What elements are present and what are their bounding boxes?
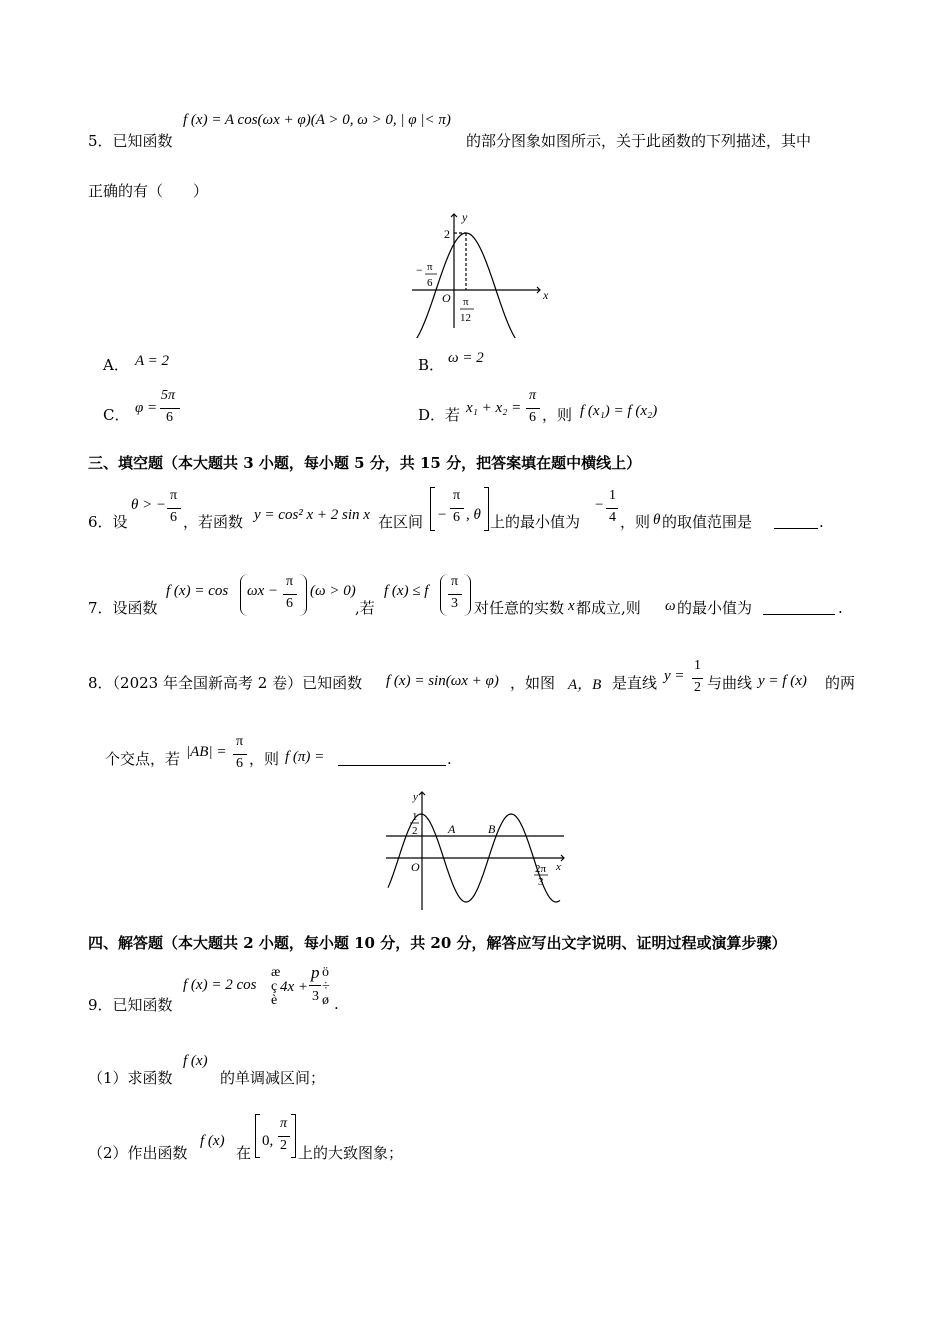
q8-curve-text: 与曲线 bbox=[707, 674, 753, 692]
q6-answer-blank[interactable] bbox=[774, 528, 818, 529]
q9-paren-glyph-top: æ bbox=[271, 965, 281, 980]
q8-graph bbox=[380, 788, 580, 918]
q7-ineq-right-paren bbox=[462, 574, 471, 616]
q8-text-line2: 个交点，若 bbox=[105, 750, 181, 768]
q5-option-d-den: 6 bbox=[529, 410, 536, 425]
q8-y-label: y bbox=[413, 791, 418, 803]
q5-option-b: ω = 2 bbox=[448, 350, 484, 366]
q9-function: f (x) = 2 cos bbox=[183, 977, 257, 993]
q9-part2-interval-start: 0, bbox=[262, 1133, 274, 1149]
q6-interval-theta: , θ bbox=[466, 507, 481, 523]
q5-left-num: π bbox=[427, 261, 433, 273]
q5-number: 5．已知函数 bbox=[88, 132, 173, 150]
q5-text: 的部分图象如图所示，关于此函数的下列描述，其中 bbox=[466, 132, 812, 150]
q5-option-d-mid: ，则 bbox=[542, 406, 573, 424]
q6-text: ，若函数 bbox=[183, 513, 244, 531]
q9-part2-fraction-bar bbox=[278, 1136, 290, 1137]
q7-condition: (ω > 0) bbox=[310, 583, 356, 599]
q9-right-glyph-top: ö bbox=[322, 965, 329, 980]
q8-abs-ab: |AB| = bbox=[186, 744, 227, 760]
q5-option-d-num: π bbox=[529, 388, 537, 403]
q9-part2-label: （2）作出函数 bbox=[88, 1144, 188, 1162]
q8-line: y = bbox=[664, 668, 685, 684]
q6-left-bracket bbox=[430, 487, 435, 531]
q8-function: f (x) = sin(ωx + φ) bbox=[386, 673, 499, 689]
q8-point-a: A bbox=[448, 822, 456, 836]
q6-min-num: 1 bbox=[609, 488, 616, 503]
section-3-title: 三、填空题（本大题共 3 小题，每小题 5 分，共 15 分，把答案填在题中横线上） bbox=[88, 454, 642, 472]
q6-interval-fraction-bar bbox=[450, 508, 464, 509]
q8-x-tick-den: 3 bbox=[538, 876, 544, 888]
q6-min-sign: − bbox=[595, 497, 604, 513]
q7-paren-den: 6 bbox=[286, 596, 293, 611]
q6-cond-fraction-bar bbox=[167, 508, 181, 509]
q8-x-label: x bbox=[556, 861, 561, 873]
q5-option-c-num: 5π bbox=[161, 388, 176, 403]
q6-min-text: 上的最小值为 bbox=[490, 513, 581, 531]
q5-x-label: x bbox=[543, 288, 549, 302]
q8-curve: y = f (x) bbox=[758, 673, 807, 689]
q8-dist-den: 6 bbox=[236, 756, 243, 771]
q9-fraction-bar bbox=[309, 985, 321, 986]
q7-function: f (x) = cos bbox=[166, 583, 229, 599]
q7-paren-num: π bbox=[286, 574, 294, 589]
q9-part2-text-end: 上的大致图象； bbox=[298, 1144, 404, 1162]
q5-graph bbox=[400, 208, 560, 338]
q9-part2-right-bracket bbox=[291, 1114, 296, 1158]
q6-min-fraction-bar bbox=[606, 508, 618, 509]
q9-p-symbol: p bbox=[311, 963, 320, 982]
q5-function: f (x) = A cos(ωx + φ)(A > 0, ω > 0, | φ |< π) bbox=[183, 112, 451, 128]
q5-option-d-sum: x₁ + x₂ = bbox=[466, 400, 522, 416]
q6-range-text: 的取值范围是 bbox=[662, 513, 753, 531]
q8-text: ，如图 bbox=[510, 674, 556, 692]
q5-right-den: 12 bbox=[460, 312, 471, 324]
q7-text: 对任意的实数 bbox=[474, 599, 565, 617]
q8-answer-blank[interactable] bbox=[338, 765, 446, 766]
q7-x: x bbox=[568, 598, 575, 614]
q9-number: 9．已知函数 bbox=[88, 996, 173, 1014]
q9-paren-glyph-bottom: è bbox=[271, 993, 278, 1008]
q6-then: ，则 bbox=[620, 513, 651, 531]
q8-f-pi: f (π) = bbox=[285, 749, 325, 765]
q8-x-tick-num: 2π bbox=[535, 863, 547, 875]
q7-ineq-num: π bbox=[451, 574, 459, 589]
q7-right-paren bbox=[298, 574, 307, 616]
q8-line-den: 2 bbox=[694, 680, 701, 695]
q9-part2-text: 在 bbox=[236, 1144, 252, 1162]
q9-end: . bbox=[334, 995, 339, 1013]
q5-option-d-fraction-bar bbox=[526, 408, 540, 409]
q8-dist-num: π bbox=[236, 734, 244, 749]
q7-paren-fraction-bar bbox=[283, 594, 297, 595]
q8-line-text: 是直线 bbox=[612, 674, 658, 692]
q9-den: 3 bbox=[312, 989, 319, 1004]
q5-option-a-label: A． bbox=[103, 356, 129, 374]
q7-text-cont: 都成立,则 bbox=[576, 599, 641, 617]
q7-ineq-left-paren bbox=[440, 574, 449, 616]
q8-half-den: 2 bbox=[412, 825, 418, 837]
q5-option-c-lhs: φ = bbox=[135, 400, 158, 416]
q9-part2-left-bracket bbox=[255, 1114, 260, 1158]
q8-ab: A，B bbox=[568, 677, 602, 693]
q8-point-b: B bbox=[488, 822, 496, 836]
q6-min-den: 4 bbox=[609, 510, 616, 525]
q8-half-num: 1 bbox=[412, 811, 418, 823]
q6-right-bracket bbox=[484, 487, 489, 531]
q5-max-label: 2 bbox=[444, 227, 450, 241]
q7-if: ,若 bbox=[355, 599, 375, 617]
q8-origin: O bbox=[411, 860, 420, 874]
q9-part1-function: f (x) bbox=[183, 1053, 208, 1069]
q7-number: 7．设函数 bbox=[88, 599, 158, 617]
q6-cond-num: π bbox=[170, 488, 178, 503]
q6-interval-num: π bbox=[453, 488, 461, 503]
q5-left-den: 6 bbox=[427, 277, 433, 289]
q6-function: y = cos² x + 2 sin x bbox=[254, 507, 370, 523]
q6-condition: θ > − bbox=[131, 497, 167, 513]
q5-option-d-equality: f (x₁) = f (x₂) bbox=[580, 403, 658, 419]
q7-omega: ω bbox=[665, 598, 676, 614]
q5-option-d-label: D．若 bbox=[418, 406, 461, 424]
q7-inequality: f (x) ≤ f bbox=[384, 583, 429, 599]
q9-paren-glyph-mid: ç bbox=[271, 979, 278, 994]
q9-right-glyph-mid: ÷ bbox=[322, 979, 330, 994]
q9-part2-den: 2 bbox=[280, 1138, 287, 1153]
q9-inner-expr: 4x + bbox=[280, 979, 309, 995]
q5-y-label: y bbox=[462, 210, 468, 224]
q7-min-text: 的最小值为 bbox=[677, 599, 753, 617]
q9-part2-num: π bbox=[280, 1116, 288, 1131]
q6-number: 6．设 bbox=[88, 513, 128, 531]
q8-line-num: 1 bbox=[694, 658, 701, 673]
q6-end: . bbox=[819, 513, 824, 531]
q5-option-c-label: C． bbox=[103, 406, 130, 424]
q5-option-c-den: 6 bbox=[166, 410, 173, 425]
q5-option-c-fraction-bar bbox=[160, 408, 180, 409]
q6-interval-den: 6 bbox=[453, 510, 460, 525]
q6-theta: θ bbox=[653, 512, 661, 528]
q9-right-glyph-bottom: ø bbox=[322, 993, 329, 1008]
q8-text-end: 的两 bbox=[825, 674, 856, 692]
q5-option-b-label: B． bbox=[418, 356, 445, 374]
q5-text-cont: 正确的有（ ） bbox=[88, 182, 209, 200]
q5-left-sign: − bbox=[416, 263, 423, 277]
q7-paren-expr: ωx − bbox=[247, 583, 279, 599]
q7-ineq-fraction-bar bbox=[448, 594, 462, 595]
q7-answer-blank[interactable] bbox=[763, 614, 835, 615]
section-4-title: 四、解答题（本大题共 2 小题，每小题 10 分，共 20 分，解答应写出文字说明、证明过程或演算步骤） bbox=[88, 934, 787, 952]
q6-interval-minus: − bbox=[438, 507, 447, 523]
q5-origin: O bbox=[442, 291, 451, 305]
q6-cond-den: 6 bbox=[170, 510, 177, 525]
q8-number: 8．（2023 年全国新高考 2 卷）已知函数 bbox=[88, 674, 363, 692]
q8-end: . bbox=[447, 750, 452, 768]
q6-interval-text: 在区间 bbox=[378, 513, 424, 531]
q8-dist-fraction-bar bbox=[233, 754, 247, 755]
q8-then: ，则 bbox=[249, 750, 280, 768]
q5-option-a: A = 2 bbox=[135, 353, 170, 369]
q7-end: . bbox=[838, 599, 843, 617]
q9-part1-label: （1）求函数 bbox=[88, 1069, 173, 1087]
q7-ineq-den: 3 bbox=[451, 596, 458, 611]
q8-line-fraction-bar bbox=[692, 678, 703, 679]
q5-right-num: π bbox=[463, 296, 469, 308]
q9-part1-text: 的单调减区间； bbox=[220, 1069, 326, 1087]
q9-part2-function: f (x) bbox=[200, 1133, 225, 1149]
